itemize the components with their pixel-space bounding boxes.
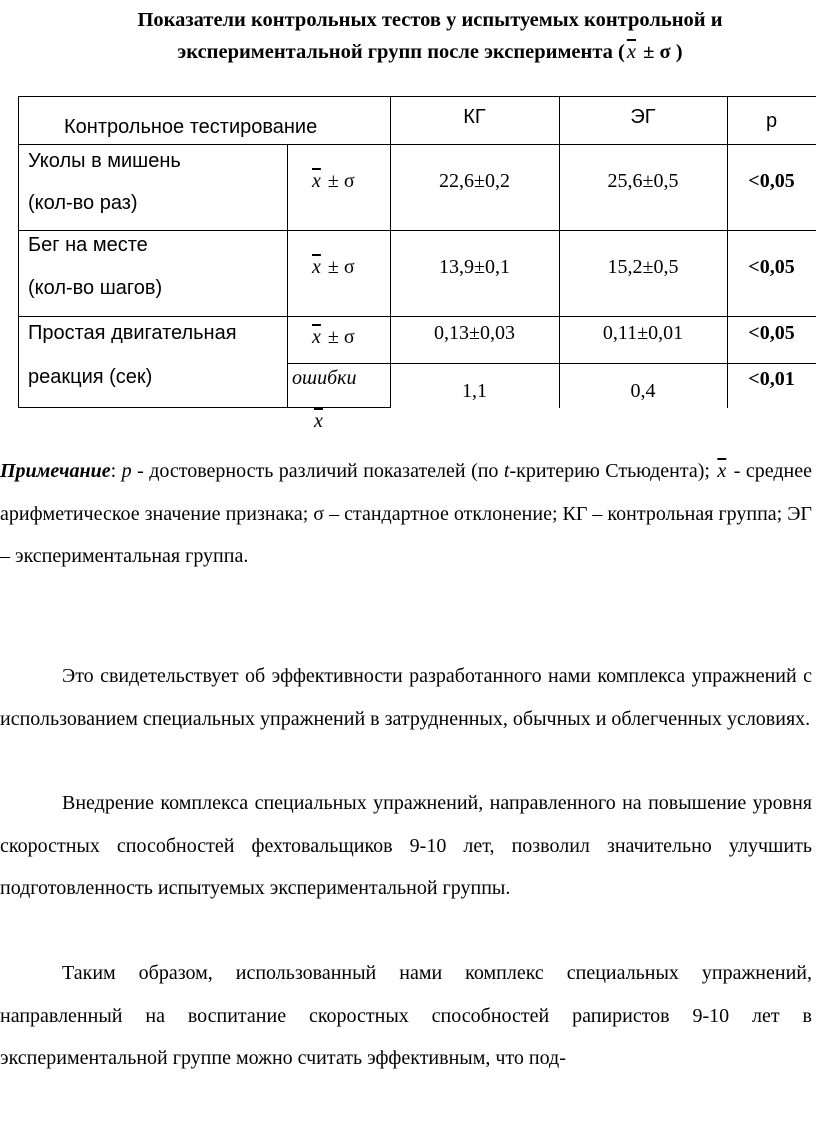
table-title — [60, 4, 800, 68]
row3-sub-x — [312, 407, 325, 435]
row1-name-line2: (кол-во раз) — [28, 192, 138, 214]
x-bar-symbol: $\overline{x}$ — [312, 326, 321, 348]
row3-sub-kg: 1,1 — [462, 380, 487, 402]
row2-name-line2: (кол-во шагов) — [28, 277, 163, 299]
x-bar-symbol: $\overline{x}$ — [312, 256, 321, 278]
title-line-1: Показатели контрольных тестов у испытуемых контрольной и — [137, 9, 723, 31]
row1-eg: 25,6±0,5 — [607, 170, 679, 192]
header-p: р — [765, 110, 778, 132]
table-note: Примечание: р - достоверность различий показателей (по t-критерию Стьюдента); $\overline{x}$ - среднее арифметическое значение признака; σ – стандартное отклонение; КГ – контрольная группа; ЭГ – экспериментальная группа. — [0, 450, 812, 578]
title-line-2: экспериментальной групп после эксперимента ($\overline{x} \pm \sigma$ ) — [60, 36, 800, 68]
x-bar-symbol: $\overline{x}$ — [717, 460, 727, 482]
row3-kg: 0,13±0,03 — [434, 322, 515, 344]
x-bar-symbol: $\overline{x}$ — [312, 170, 321, 192]
header-test: Контрольное тестирование — [64, 116, 318, 138]
row1-p: <0,05 — [748, 170, 795, 192]
row2-p: <0,05 — [748, 256, 795, 278]
row3-stat: $\overline{x} \pm \sigma$ — [310, 318, 355, 356]
paragraph-3: Таким образом, использованный нами комплекс специальных упражнений, направленный на воспитание скоростных способностей рапиристов 9-10 лет в экспериментальной группе можно считать эффективным, что под- — [0, 962, 812, 1069]
x-bar-symbol: $\overline{x}$ — [626, 41, 636, 63]
row2-kg: 13,9±0,1 — [439, 256, 510, 278]
row1-kg: 22,6±0,2 — [439, 170, 510, 192]
row3-name-line1: Простая двигательная — [28, 322, 237, 344]
results-table — [0, 96, 816, 432]
row2-stat: $\overline{x} \pm \sigma$ — [310, 248, 355, 286]
paragraph-2: Внедрение комплекса специальных упражнений, направленного на повышение уровня скоростных способностей фехтовальщиков 9-10 лет, позволил значительно улучшить подготовленность испытуемых экспериментальной группы. — [0, 792, 812, 899]
row1-name-line1: Уколы в мишень — [28, 150, 181, 172]
row3-p: <0,05 — [748, 322, 795, 344]
header-kg: КГ — [463, 106, 486, 128]
row3-sub-eg: 0,4 — [630, 380, 656, 402]
row1-stat: $\overline{x} \pm \sigma$ — [310, 162, 355, 200]
row2-name-line1: Бег на месте — [28, 234, 148, 256]
row3-eg: 0,11±0,01 — [602, 322, 684, 344]
row3-name-line2: реакция (сек) — [28, 366, 153, 388]
x-bar-symbol: $\overline{x}$ — [314, 410, 323, 432]
row2-eg: 15,2±0,5 — [607, 256, 679, 278]
paragraph-1: Это свидетельствует об эффективности разработанного нами комплекса упражнений с использованием специальных упражнений в затрудненных, обычных и облегченных условиях. — [0, 665, 812, 730]
row3-sub-stat: ошибки — [292, 367, 357, 389]
row3-sub-p: <0,01 — [748, 368, 795, 390]
header-eg: ЭГ — [630, 106, 656, 128]
